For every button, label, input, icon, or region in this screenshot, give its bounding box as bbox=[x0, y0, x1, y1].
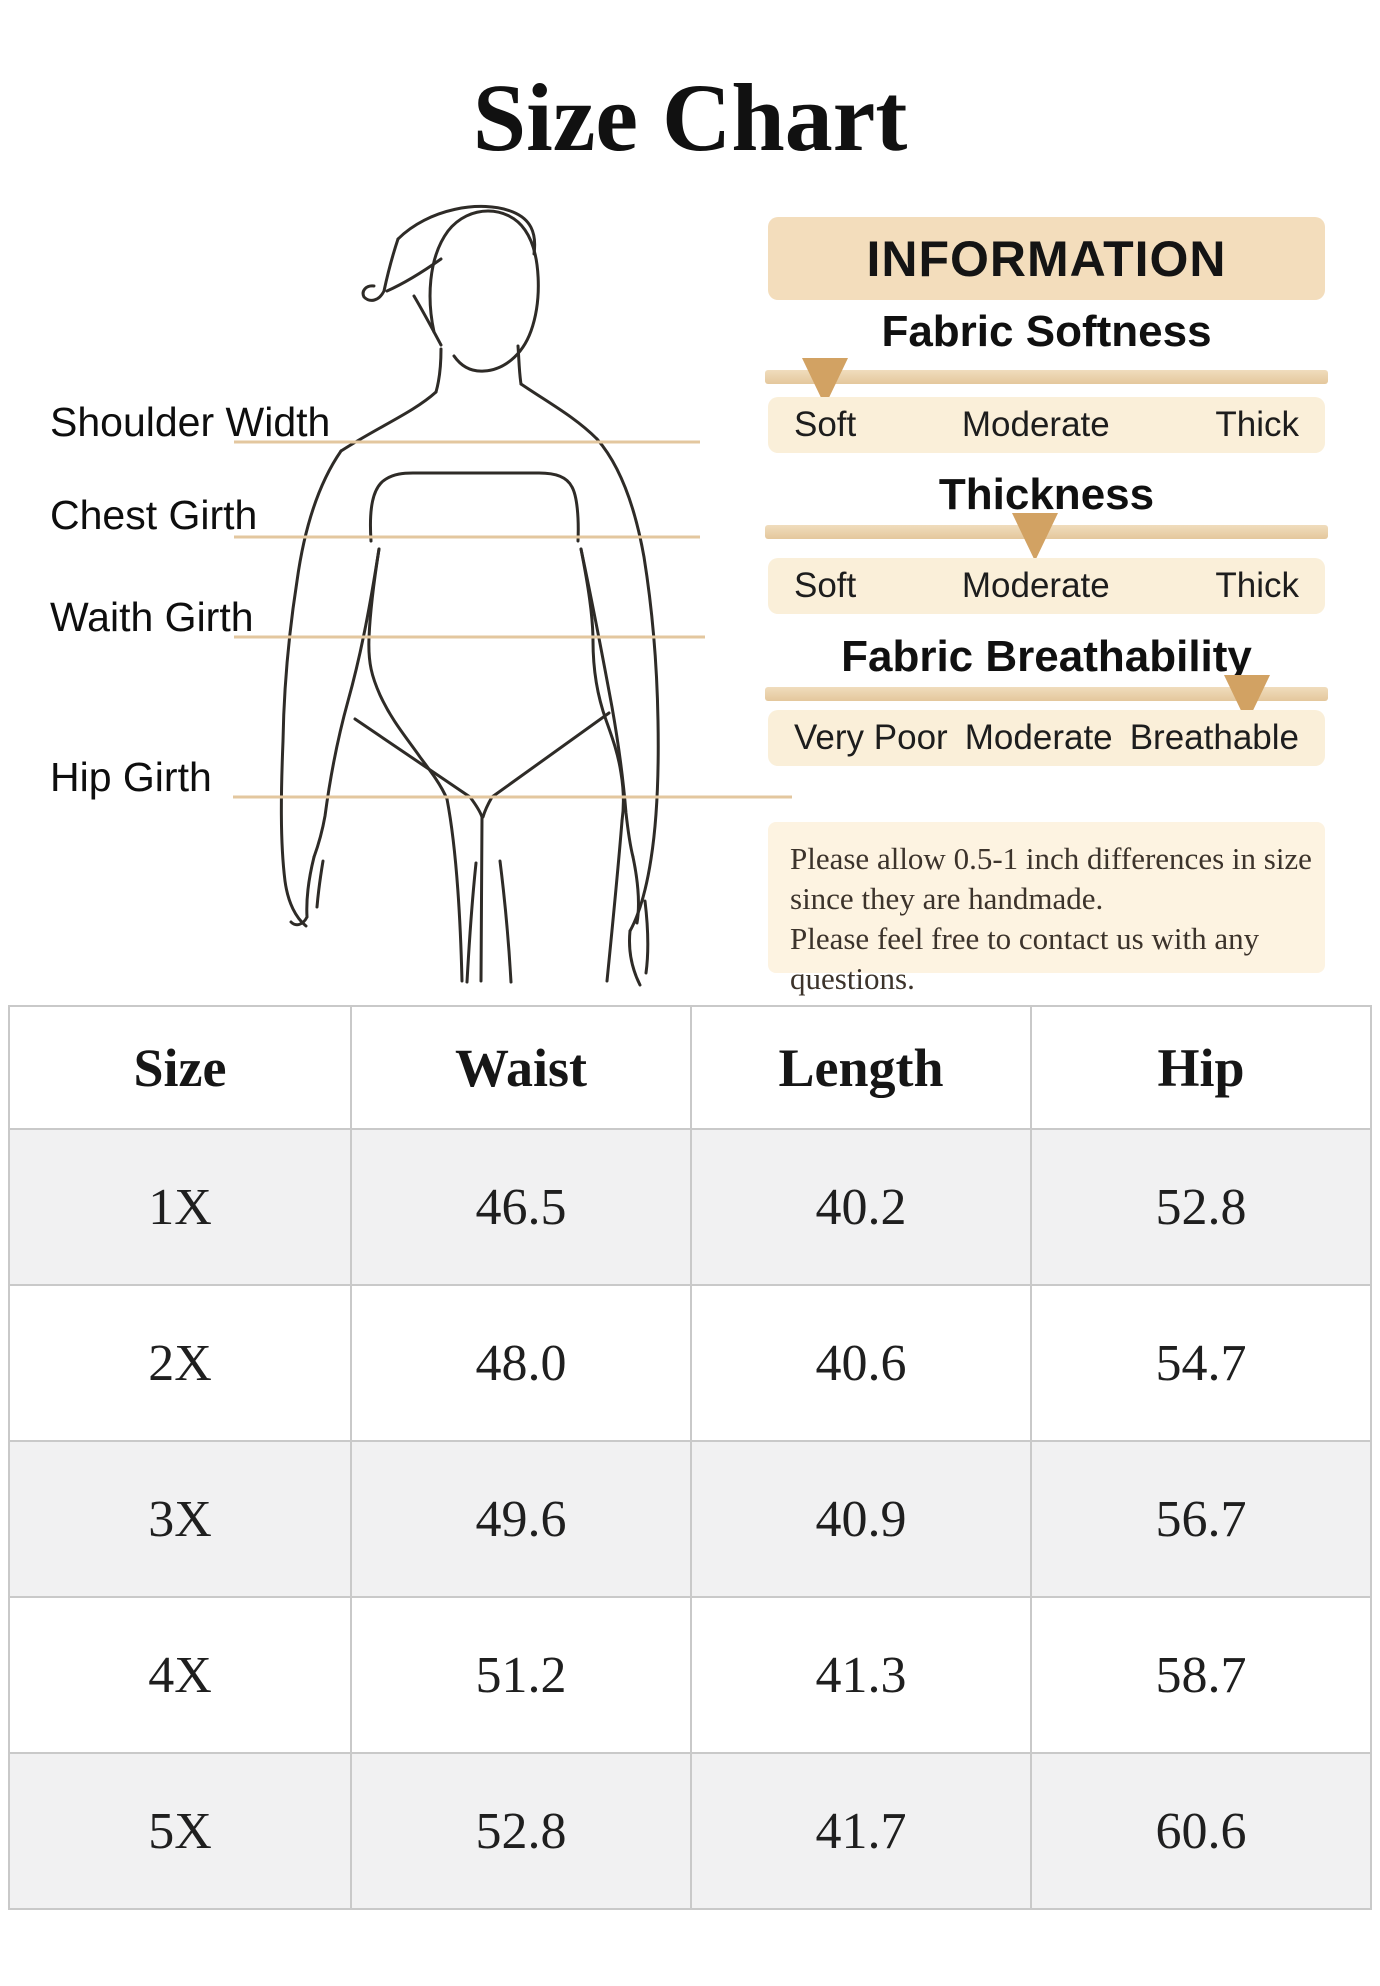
cell-size: 1X bbox=[10, 1130, 350, 1284]
size-table bbox=[8, 1005, 1372, 1910]
thickness-heading: Thickness bbox=[938, 470, 1155, 519]
handmade-note bbox=[768, 822, 1325, 996]
cell-length: 41.3 bbox=[690, 1598, 1030, 1752]
cell-hip: 56.7 bbox=[1030, 1442, 1370, 1596]
cell-length: 40.6 bbox=[690, 1286, 1030, 1440]
breathability-level-breathable: Breathable bbox=[1129, 718, 1299, 757]
cell-waist: 49.6 bbox=[350, 1442, 690, 1596]
label-shoulder-width: Shoulder Width bbox=[50, 399, 331, 445]
cell-size: 2X bbox=[10, 1286, 350, 1440]
fabric-softness-heading: Fabric Softness bbox=[881, 307, 1212, 356]
cell-waist: 51.2 bbox=[350, 1598, 690, 1752]
table-row-3x bbox=[10, 1440, 1370, 1596]
body-sketch bbox=[281, 206, 658, 985]
breathability-level-moderate: Moderate bbox=[964, 718, 1113, 757]
thickness-indicator-triangle-icon bbox=[1012, 513, 1058, 561]
cell-size: 3X bbox=[10, 1442, 350, 1596]
cell-size: 5X bbox=[10, 1754, 350, 1908]
cell-size: 4X bbox=[10, 1598, 350, 1752]
size-table-header-row bbox=[10, 1007, 1370, 1128]
cell-waist: 48.0 bbox=[350, 1286, 690, 1440]
cell-length: 41.7 bbox=[690, 1754, 1030, 1908]
table-row-5x bbox=[10, 1752, 1370, 1908]
softness-level-soft: Soft bbox=[794, 405, 857, 444]
breathability-level-bar bbox=[768, 710, 1325, 766]
note-line-1: Please allow 0.5-1 inch differences in size bbox=[790, 841, 1312, 876]
cell-waist: 46.5 bbox=[350, 1130, 690, 1284]
information-header: INFORMATION bbox=[768, 217, 1325, 300]
measurement-lines bbox=[233, 442, 792, 797]
page-title: Size Chart bbox=[472, 64, 908, 171]
softness-level-moderate: Moderate bbox=[961, 405, 1110, 444]
note-line-2: since they are handmade. bbox=[790, 881, 1104, 916]
cell-hip: 58.7 bbox=[1030, 1598, 1370, 1752]
fabric-breathability-heading: Fabric Breathability bbox=[841, 632, 1252, 681]
table-row-4x bbox=[10, 1596, 1370, 1752]
thickness-level-soft: Soft bbox=[794, 566, 857, 605]
header-hip: Hip bbox=[1030, 1007, 1370, 1128]
thickness-level-moderate: Moderate bbox=[961, 566, 1110, 605]
thickness-level-bar bbox=[768, 558, 1325, 614]
cell-hip: 52.8 bbox=[1030, 1130, 1370, 1284]
softness-level-bar bbox=[768, 397, 1325, 453]
header-size: Size bbox=[10, 1007, 350, 1128]
softness-level-thick: Thick bbox=[1215, 405, 1299, 444]
table-row-1x bbox=[10, 1128, 1370, 1284]
cell-length: 40.9 bbox=[690, 1442, 1030, 1596]
thickness-level-thick: Thick bbox=[1215, 566, 1299, 605]
header-length: Length bbox=[690, 1007, 1030, 1128]
softness-scale-band bbox=[765, 370, 1328, 384]
note-line-3: Please feel free to contact us with any questions. bbox=[790, 921, 1260, 996]
table-row-2x bbox=[10, 1284, 1370, 1440]
label-hip-girth: Hip Girth bbox=[50, 754, 212, 800]
information-panel bbox=[768, 217, 1325, 996]
breathability-level-very-poor: Very Poor bbox=[794, 718, 948, 757]
cell-waist: 52.8 bbox=[350, 1754, 690, 1908]
cell-hip: 60.6 bbox=[1030, 1754, 1370, 1908]
cell-length: 40.2 bbox=[690, 1130, 1030, 1284]
cell-hip: 54.7 bbox=[1030, 1286, 1370, 1440]
label-chest-girth: Chest Girth bbox=[50, 492, 258, 538]
label-waist-girth: Waith Girth bbox=[50, 594, 254, 640]
header-waist: Waist bbox=[350, 1007, 690, 1128]
